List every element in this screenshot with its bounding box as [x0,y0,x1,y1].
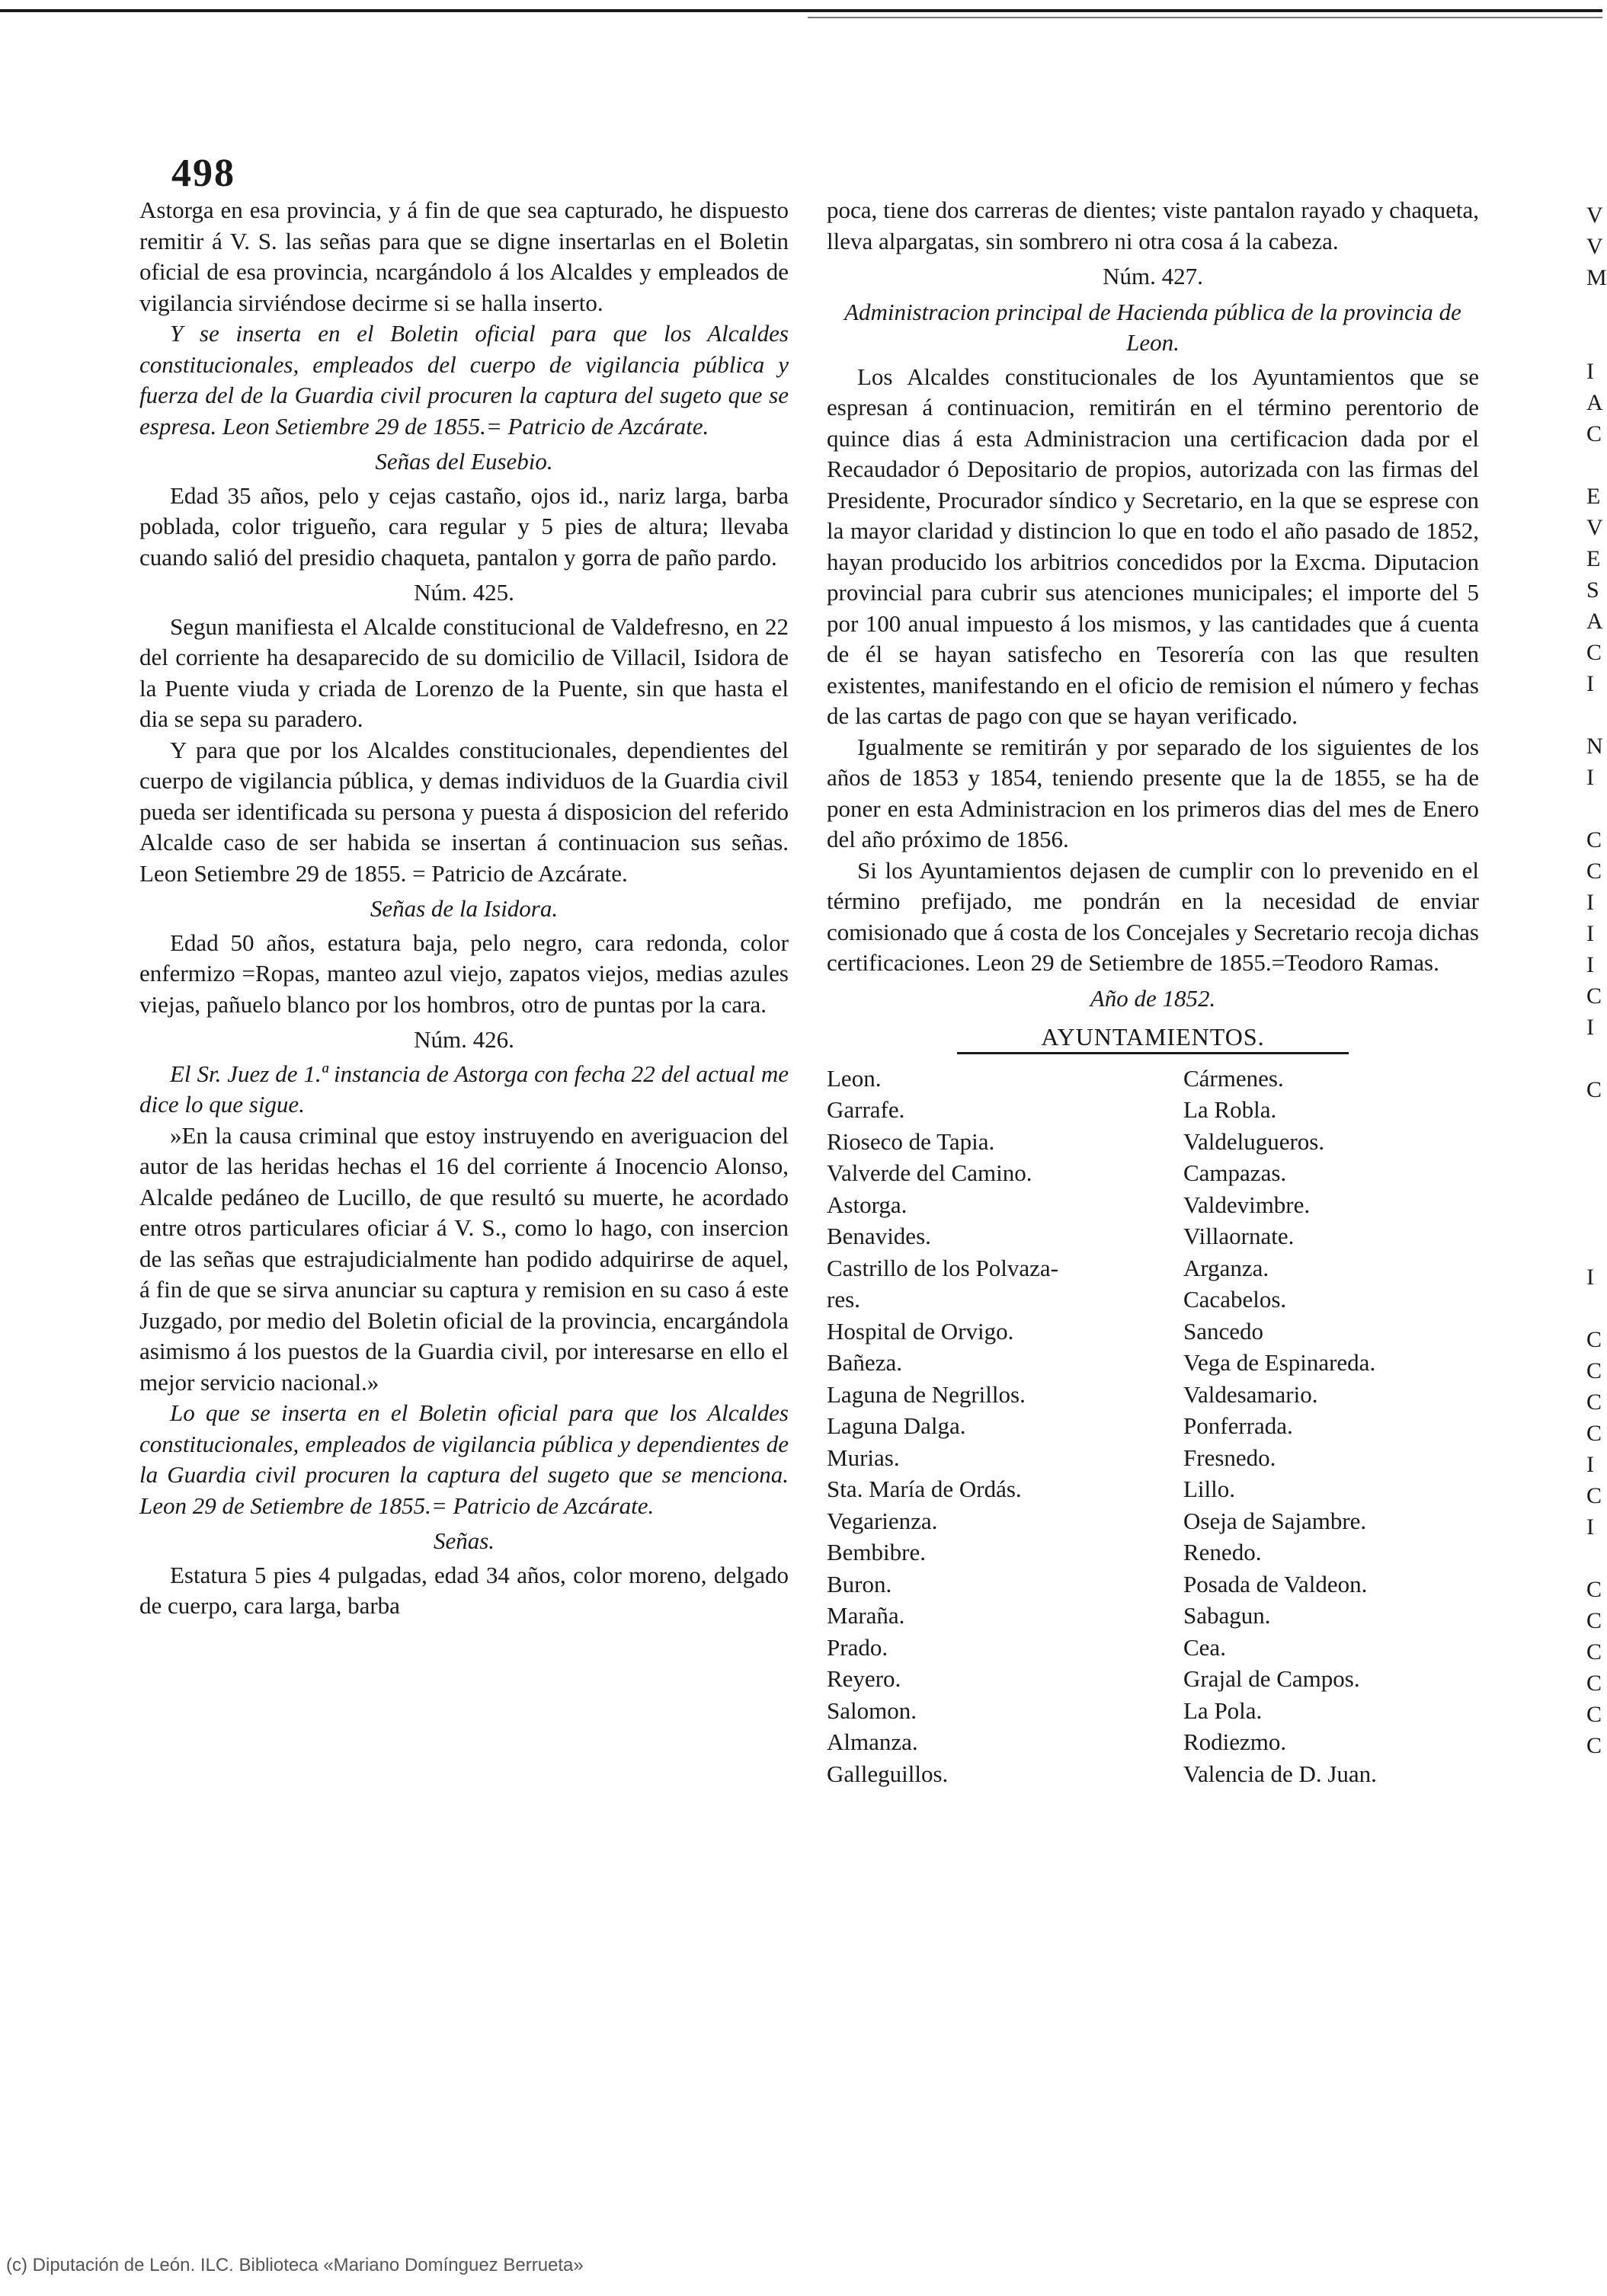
page-number: 498 [171,152,235,195]
table-row [827,1569,1479,1601]
margin-letter: C [1586,1389,1602,1415]
margin-letter: C [1586,1327,1602,1352]
ayuntamiento-name: Valdevimbre. [1183,1191,1311,1218]
ayuntamientos-title: AYUNTAMIENTOS. [827,1022,1479,1053]
ayuntamiento-name: Salomon. [827,1696,917,1724]
table-row [827,1664,1479,1696]
table-row [827,1727,1479,1759]
margin-letter: M [1586,265,1607,290]
margin-letter: C [1586,1577,1602,1602]
ayuntamiento-name: Rioseco de Tapia. [827,1127,995,1155]
table-row [827,1284,1479,1316]
ayuntamiento-name: Valverde del Camino. [827,1159,1032,1186]
margin-letter: V [1586,203,1603,228]
ayuntamiento-name: Fresnedo. [1183,1444,1276,1471]
ayuntamiento-name: Castrillo de los Polvaza- [827,1254,1058,1281]
margin-letter: I [1586,1514,1594,1540]
margin-letter [1586,699,1602,731]
ayuntamiento-name: Cea. [1183,1633,1226,1661]
margin-letter [1586,293,1602,325]
margin-letter: I [1586,890,1594,915]
margin-letter [1586,325,1602,356]
table-row [827,1443,1479,1475]
margin-letter: C [1586,1733,1602,1758]
table-row [827,1095,1479,1127]
margin-letter [1586,793,1602,824]
table-row [827,1158,1479,1190]
table-row [827,1221,1479,1253]
table-row [827,1632,1479,1664]
ayuntamiento-name: Cacabelos. [1183,1286,1287,1313]
ayuntamiento-name: Almanza. [827,1728,918,1755]
margin-letter: C [1586,1077,1602,1102]
ayuntamiento-name: Villaornate. [1183,1223,1295,1249]
table-row [827,1316,1479,1348]
margin-letter: C [1586,1421,1602,1446]
ayuntamiento-name: Murias. [827,1444,900,1471]
table-row [827,1380,1479,1412]
margin-letter: A [1586,609,1603,634]
table-row [827,1127,1479,1159]
paragraph: Igualmente se remitirán y por separado de los siguientes de los años de 1853 y 1854, teniendo presente que la de 1855, se ha de poner en esta Administracion en los primeros dias del mes de Enero del año próximo de 1856. [827,733,1479,852]
paragraph: Lo que se inserta en el Boletin oficial para que los Alcaldes constitucionales, empleados de vigilancia pública y dependientes de la Guardia civil procuren la captura del sugeto que se menciona. Leon 29 de Setiembre de 1855.= Patricio de Azcárate. [139,1399,789,1519]
ayuntamiento-name: Vega de Espinareda. [1183,1349,1376,1376]
margin-letter: C [1586,1483,1602,1508]
ayuntamiento-name: Rodiezmo. [1183,1728,1287,1755]
ayuntamiento-name: Buron. [827,1570,892,1597]
left-column [139,195,789,1622]
margin-letter [1586,1168,1602,1199]
margin-letter: C [1586,859,1602,884]
margin-letter: S [1586,577,1599,603]
ayuntamiento-name: Laguna Dalga. [827,1412,966,1439]
paragraph: Y para que por los Alcaldes constitucionales, dependientes del cuerpo de vigilancia pública, y demas individuos de la Guardia civil pueda ser identificada su persona y puesta á disposicion del referido Alcalde caso de ser habida se insertan á continuacion sus señas. Leon Setiembre 29 de 1855. = Patricio de Azcárate. [139,736,789,887]
ayuntamiento-name: Reyero. [827,1665,901,1692]
margin-letter: C [1586,1639,1602,1664]
margin-letter: C [1586,421,1602,446]
table-row [827,1474,1479,1506]
paragraph: poca, tiene dos carreras de dientes; viste pantalon rayado y chaqueta, lleva alpargatas, sin sombrero ni otra cosa á la cabeza. [827,197,1479,254]
margin-letter: C [1586,983,1602,1009]
margin-letter: C [1586,640,1602,665]
margin-letter [1586,1199,1602,1230]
ayuntamiento-name: Grajal de Campos. [1183,1665,1360,1692]
section-heading: Señas del Eusebio. [375,448,553,475]
table-row [827,1506,1479,1538]
ayuntamiento-name: Leon. [827,1064,882,1092]
ayuntamiento-name: Campazas. [1183,1159,1287,1186]
ayuntamiento-name: Sabagun. [1183,1602,1271,1629]
right-column-text [827,195,1479,1014]
margin-letter: A [1586,390,1603,415]
ayuntamiento-name: Valencia de D. Juan. [1183,1760,1377,1787]
ayuntamiento-name: Renedo. [1183,1539,1262,1565]
ayuntamiento-name: Garrafe. [827,1096,905,1123]
ayuntamiento-name: Cármenes. [1183,1064,1284,1092]
margin-letter: I [1586,1265,1594,1290]
margin-letter: N [1586,734,1603,759]
paragraph: Los Alcaldes constitucionales de los Ayuntamientos que se espresan á continuacion, remitirán en el término perentorio de quince dias á esta Administracion una certificacion dada por el Recaudador ó Depositario de propios, autorizada con las firmas del Presidente, Procurador síndico y Secretario, en la que se esprese con la mayor claridad y distincion lo que en todo el año pasado de 1852, hayan producido los arbitrios concedidos por la Excma. Diputacion provincial para cubrir sus atenciones municipales; el importe del 5 por 100 anual impuesto á los mismos, y las cantidades que á cuenta de él se hayan satisfecho en Tesorería con las que resulten existentes, manifestando en el oficio de remision el número y fechas de las cartas de pago con que se hayan verificado. [827,363,1479,729]
ayuntamiento-name: Hospital de Orvigo. [827,1317,1014,1345]
margin-letter: V [1586,234,1603,259]
margin-letter [1586,1137,1602,1168]
table-row [827,1537,1479,1569]
margin-letter [1586,1043,1602,1074]
table-row [827,1759,1479,1791]
paragraph: »En la causa criminal que estoy instruyendo en averiguacion del autor de las heridas hechas el 16 del corriente á Inocencio Alonso, Alcalde pedáneo de Lucillo, de que resultó su muerte, he acordado entre otros particulares oficiar á V. S., como lo hago, con insercion de las señas que estrajudicialmente han podido adquirirse de aquel, á fin de que se sirva anunciar su captura y remision en su caso á este Juzgado, por medio del Boletin oficial de la provincia, encargándola asimismo á los puestos de la Guardia civil, por interesarse en ello el mejor servicio nacional.» [139,1121,789,1396]
paragraph: El Sr. Juez de 1.ª instancia de Astorga con fecha 22 del actual me dice lo que sigue. [139,1060,789,1118]
table-row [827,1348,1479,1380]
margin-letter: I [1586,952,1594,977]
top-rule-secondary [808,17,1602,18]
ayuntamiento-name: La Robla. [1183,1096,1277,1123]
table-row [827,1253,1479,1285]
ayuntamiento-name: Bembibre. [827,1539,926,1565]
section-heading: Administracion principal de Hacienda pública de la provincia de Leon. [844,298,1461,356]
table-row [827,1600,1479,1632]
section-heading: Señas de la Isidora. [370,895,559,922]
ayuntamiento-name: Laguna de Negrillos. [827,1380,1026,1408]
margin-letter: I [1586,1452,1594,1477]
margin-letter: E [1586,546,1601,571]
ayuntamiento-name: Valdelugueros. [1183,1127,1325,1155]
margin-letter: C [1586,1608,1602,1633]
ayuntamiento-name: Sancedo [1183,1317,1264,1345]
ayuntamiento-name: Ponferrada. [1183,1412,1293,1439]
table-row [827,1190,1479,1222]
margin-letter: C [1586,1358,1602,1383]
copyright-footer: (c) Diputación de León. ILC. Biblioteca «Mariano Domínguez Berrueta» [6,2255,584,2275]
paragraph: Edad 35 años, pelo y cejas castaño, ojos id., nariz larga, barba poblada, color trigueño, cara regular y 5 pies de altura; llevaba cuando salió del presidio chaqueta, pantalon y gorra de paño pardo. [139,481,789,571]
margin-letter: I [1586,359,1594,384]
ayuntamiento-name: Oseja de Sajambre. [1183,1507,1367,1534]
margin-letter [1586,1105,1602,1137]
paragraph: Astorga en esa provincia, y á fin de que sea capturado, he dispuesto remitir á V. S. las señas para que se digne insertarlas en el Boletin oficial de esa provincia, ncargándolo á los Alcaldes y empleados de vigilancia sirviéndose decirme si se halla inserto. [139,197,789,316]
top-rule [0,9,1602,12]
margin-letter [1586,1543,1602,1574]
paragraph: Segun manifiesta el Alcalde constitucional de Valdefresno, en 22 del corriente ha desaparecido de su domicilio de Villacil, Isidora de la Puente viuda y criada de Lorenzo de la Puente, sin que hasta el dia se sepa su paradero. [139,612,789,732]
margin-letter: I [1586,1015,1594,1040]
margin-letter: V [1586,515,1603,540]
table-row [827,1063,1479,1095]
ayuntamiento-name: Prado. [827,1633,888,1661]
section-heading: Núm. 425. [414,579,514,606]
ayuntamiento-name: Sta. María de Ordás. [827,1476,1022,1502]
margin-letter: E [1586,484,1601,509]
margin-letter: I [1586,921,1594,946]
ayuntamiento-name: Bañeza. [827,1349,902,1376]
margin-letter: C [1586,827,1602,852]
section-heading: Núm. 427. [1103,263,1203,289]
margin-letter: C [1586,1702,1602,1727]
paragraph: Y se inserta en el Boletin oficial para que los Alcaldes constitucionales, empleados del cuerpo de vigilancia pública y fuerza del de la Guardia civil procuren la captura del sugeto que se espresa. Leon Setiembre 29 de 1855.= Patricio de Azcárate. [139,320,789,440]
section-heading: Año de 1852. [1090,984,1216,1012]
paragraph: Si los Ayuntamientos dejasen de cumplir con lo prevenido en el término prefijado, me pondrán en la necesidad de enviar comisionado que á costa de los Concejales y Secretario recoja dichas certificaciones. Leon 29 de Setiembre de 1855.=Teodoro Ramas. [827,856,1479,976]
margin-letter: I [1586,671,1594,696]
adjacent-page-margin [1586,200,1607,1761]
ayuntamiento-name: Vegarienza. [827,1507,938,1534]
paragraph: Edad 50 años, estatura baja, pelo negro, cara redonda, color enfermizo =Ropas, manteo azul viejo, zapatos viejos, medias azules viejas, pañuelo blanco por los hombros, otro de puntas por la cara. [139,929,789,1018]
ayuntamiento-name: Arganza. [1183,1254,1269,1281]
ayuntamiento-name: res. [827,1286,860,1313]
table-row [827,1411,1479,1443]
margin-letter [1586,1293,1602,1324]
right-column [827,195,1479,1790]
ayuntamiento-name: Galleguillos. [827,1760,949,1787]
ayuntamiento-name: Astorga. [827,1191,908,1218]
ayuntamiento-name: Valdesamario. [1183,1380,1318,1408]
section-heading: Señas. [433,1527,495,1554]
margin-letter [1586,1230,1602,1262]
margin-letter: I [1586,765,1594,790]
ayuntamiento-name: Benavides. [827,1223,931,1249]
table-row [827,1696,1479,1728]
ayuntamiento-name: Posada de Valdeon. [1183,1570,1368,1597]
ayuntamiento-name: Maraña. [827,1602,905,1629]
section-heading: Núm. 426. [414,1026,514,1053]
ayuntamiento-name: La Pola. [1183,1696,1263,1724]
ayuntamiento-name: Lillo. [1183,1476,1236,1502]
paragraph: Estatura 5 pies 4 pulgadas, edad 34 años, color moreno, delgado de cuerpo, cara larga, barba [139,1561,789,1619]
margin-letter: C [1586,1671,1602,1696]
margin-letter [1586,449,1602,481]
ayuntamientos-table [827,1063,1479,1791]
